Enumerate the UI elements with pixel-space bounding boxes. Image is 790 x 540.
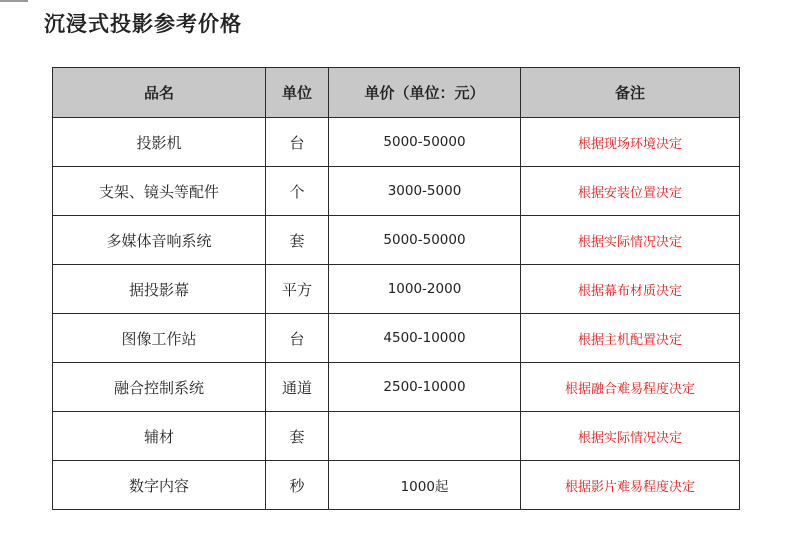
cell-unit: 平方 [266,265,329,314]
cell-name: 数字内容 [53,461,266,510]
cell-note: 根据融合难易程度决定 [521,363,740,412]
cell-unit: 通道 [266,363,329,412]
cell-name: 图像工作站 [53,314,266,363]
table-row [53,265,740,314]
table-row [53,363,740,412]
cell-price: 2500-10000 [329,363,521,412]
cell-note: 根据安装位置决定 [521,167,740,216]
cell-note: 根据主机配置决定 [521,314,740,363]
cell-note: 根据实际情况决定 [521,216,740,265]
table-row [53,118,740,167]
cell-price: 5000-50000 [329,216,521,265]
header-unit: 单位 [266,68,329,118]
cell-note: 根据实际情况决定 [521,412,740,461]
cell-price: 5000-50000 [329,118,521,167]
cell-price [329,412,521,461]
cell-name: 辅材 [53,412,266,461]
cell-unit: 套 [266,216,329,265]
cell-note: 根据幕布材质决定 [521,265,740,314]
cell-unit: 台 [266,118,329,167]
price-table [52,67,740,510]
cell-name: 据投影幕 [53,265,266,314]
cell-price: 3000-5000 [329,167,521,216]
table-header-row [53,68,740,118]
table-row [53,216,740,265]
cell-name: 支架、镜头等配件 [53,167,266,216]
cell-unit: 台 [266,314,329,363]
table-row [53,461,740,510]
cell-name: 投影机 [53,118,266,167]
cell-unit: 套 [266,412,329,461]
table-row [53,167,740,216]
top-rule-decoration [0,0,28,2]
cell-note: 根据现场环境决定 [521,118,740,167]
cell-name: 多媒体音响系统 [53,216,266,265]
cell-price: 4500-10000 [329,314,521,363]
table-row [53,412,740,461]
cell-name: 融合控制系统 [53,363,266,412]
cell-price: 1000-2000 [329,265,521,314]
page-title: 沉浸式投影参考价格 [44,12,242,36]
cell-price: 1000起 [329,461,521,510]
cell-unit: 个 [266,167,329,216]
header-note: 备注 [521,68,740,118]
cell-note: 根据影片难易程度决定 [521,461,740,510]
table-row [53,314,740,363]
header-name: 品名 [53,68,266,118]
cell-unit: 秒 [266,461,329,510]
header-price: 单价（单位：元） [329,68,521,118]
